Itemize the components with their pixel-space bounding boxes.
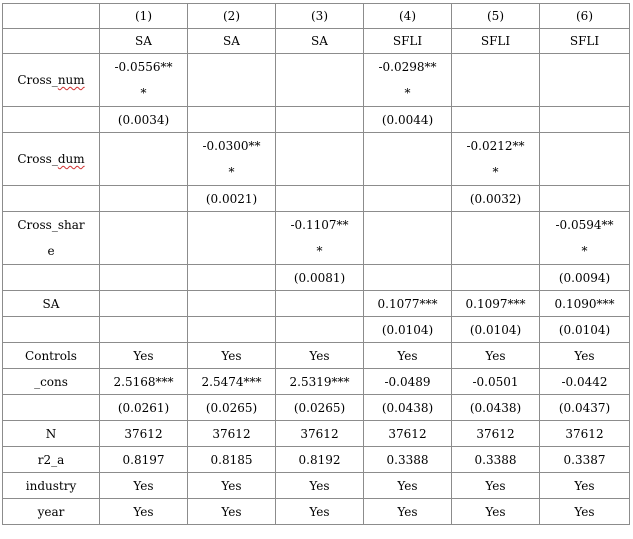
- dependent-variable: SA: [100, 29, 188, 54]
- coef-cell: -0.0594** *: [540, 212, 630, 265]
- se-cell: [188, 317, 276, 343]
- value-cell: 37612: [452, 421, 540, 447]
- row-label-controls: Controls: [3, 343, 100, 369]
- value-cell: 0.8185: [188, 447, 276, 473]
- coef-cell: 0.1077***: [364, 291, 452, 317]
- se-cell: [188, 265, 276, 291]
- value-cell: Yes: [100, 473, 188, 499]
- coef-cell: [276, 133, 364, 186]
- se-cell: [540, 107, 630, 133]
- dependent-variable: SFLI: [364, 29, 452, 54]
- value-cell: 37612: [540, 421, 630, 447]
- value-cell: Yes: [540, 343, 630, 369]
- value-cell: Yes: [188, 473, 276, 499]
- se-cell: (0.0438): [364, 395, 452, 421]
- value-cell: Yes: [364, 343, 452, 369]
- row-label-industry: industry: [3, 473, 100, 499]
- se-cell: (0.0265): [276, 395, 364, 421]
- row-sa-coef: [3, 291, 630, 317]
- row-label-cross-dum: Cross_dum: [3, 133, 100, 186]
- coef-cell: [364, 212, 452, 265]
- value-cell: 0.8192: [276, 447, 364, 473]
- se-cell: (0.0104): [364, 317, 452, 343]
- value-cell: 37612: [100, 421, 188, 447]
- coef-cell: [452, 54, 540, 107]
- se-cell: (0.0265): [188, 395, 276, 421]
- row-cross-dum-se: [3, 186, 630, 212]
- coef-cell: 0.1097***: [452, 291, 540, 317]
- se-cell: (0.0094): [540, 265, 630, 291]
- se-cell: [100, 317, 188, 343]
- coef-cell: [188, 291, 276, 317]
- row-label-empty: [3, 265, 100, 291]
- se-cell: [276, 107, 364, 133]
- se-cell: (0.0044): [364, 107, 452, 133]
- value-cell: Yes: [188, 499, 276, 525]
- se-cell: [364, 265, 452, 291]
- se-cell: (0.0104): [452, 317, 540, 343]
- value-cell: Yes: [364, 499, 452, 525]
- se-cell: (0.0104): [540, 317, 630, 343]
- column-number: (5): [452, 4, 540, 29]
- header-corner-cell: [3, 29, 100, 54]
- value-cell: Yes: [452, 499, 540, 525]
- row-r2a: [3, 447, 630, 473]
- coef-cell: [100, 133, 188, 186]
- row-label-empty: [3, 395, 100, 421]
- regression-table: [2, 3, 630, 525]
- coef-cell: -0.0212** *: [452, 133, 540, 186]
- coef-cell: [100, 212, 188, 265]
- coef-cell: [276, 54, 364, 107]
- dependent-variable: SA: [188, 29, 276, 54]
- coef-cell: 0.1090***: [540, 291, 630, 317]
- row-label-cons: _cons: [3, 369, 100, 395]
- se-cell: [276, 186, 364, 212]
- coef-cell: [188, 54, 276, 107]
- value-cell: 0.3387: [540, 447, 630, 473]
- se-cell: [276, 317, 364, 343]
- row-cons-se: [3, 395, 630, 421]
- coef-cell: -0.0442: [540, 369, 630, 395]
- column-number: (1): [100, 4, 188, 29]
- row-n: [3, 421, 630, 447]
- row-label-empty: [3, 107, 100, 133]
- value-cell: Yes: [276, 499, 364, 525]
- se-cell: (0.0021): [188, 186, 276, 212]
- row-sa-se: [3, 317, 630, 343]
- header-row-dependent-variables: [3, 29, 630, 54]
- value-cell: 0.8197: [100, 447, 188, 473]
- value-cell: 0.3388: [452, 447, 540, 473]
- value-cell: 37612: [364, 421, 452, 447]
- se-cell: [452, 107, 540, 133]
- row-cross-dum-coef: [3, 133, 630, 186]
- value-cell: Yes: [188, 343, 276, 369]
- row-cross-num-se: [3, 107, 630, 133]
- row-label-cross-share: Cross_shar e: [3, 212, 100, 265]
- row-label-cross-num: Cross_num: [3, 54, 100, 107]
- coef-cell: 2.5474***: [188, 369, 276, 395]
- dependent-variable: SFLI: [540, 29, 630, 54]
- header-corner-cell: [3, 4, 100, 29]
- value-cell: 37612: [276, 421, 364, 447]
- value-cell: Yes: [540, 499, 630, 525]
- coef-cell: -0.0501: [452, 369, 540, 395]
- value-cell: Yes: [276, 343, 364, 369]
- se-cell: [540, 186, 630, 212]
- se-cell: (0.0081): [276, 265, 364, 291]
- se-cell: [188, 107, 276, 133]
- coef-cell: [452, 212, 540, 265]
- coef-cell: [364, 133, 452, 186]
- se-cell: (0.0034): [100, 107, 188, 133]
- coef-cell: -0.0489: [364, 369, 452, 395]
- value-cell: Yes: [364, 473, 452, 499]
- value-cell: Yes: [100, 499, 188, 525]
- coef-cell: [276, 291, 364, 317]
- coef-cell: [540, 54, 630, 107]
- coef-cell: [540, 133, 630, 186]
- row-label-year: year: [3, 499, 100, 525]
- row-label-empty: [3, 317, 100, 343]
- column-number: (6): [540, 4, 630, 29]
- coef-cell: -0.0556** *: [100, 54, 188, 107]
- value-cell: Yes: [540, 473, 630, 499]
- row-controls: [3, 343, 630, 369]
- value-cell: 37612: [188, 421, 276, 447]
- se-cell: [364, 186, 452, 212]
- column-number: (3): [276, 4, 364, 29]
- header-row-column-numbers: [3, 4, 630, 29]
- row-year: [3, 499, 630, 525]
- row-industry: [3, 473, 630, 499]
- row-cross-share-se: [3, 265, 630, 291]
- value-cell: 0.3388: [364, 447, 452, 473]
- se-cell: (0.0261): [100, 395, 188, 421]
- row-cross-num-coef: [3, 54, 630, 107]
- coef-cell: 2.5319***: [276, 369, 364, 395]
- column-number: (2): [188, 4, 276, 29]
- coef-cell: -0.1107** *: [276, 212, 364, 265]
- row-cross-share-coef: [3, 212, 630, 265]
- coef-cell: [100, 291, 188, 317]
- column-number: (4): [364, 4, 452, 29]
- row-label-n: N: [3, 421, 100, 447]
- row-label-sa: SA: [3, 291, 100, 317]
- value-cell: Yes: [452, 343, 540, 369]
- dependent-variable: SA: [276, 29, 364, 54]
- row-label-empty: [3, 186, 100, 212]
- dependent-variable: SFLI: [452, 29, 540, 54]
- se-cell: (0.0438): [452, 395, 540, 421]
- coef-cell: -0.0300** *: [188, 133, 276, 186]
- se-cell: [100, 186, 188, 212]
- coef-cell: -0.0298** *: [364, 54, 452, 107]
- value-cell: Yes: [100, 343, 188, 369]
- se-cell: (0.0032): [452, 186, 540, 212]
- se-cell: (0.0437): [540, 395, 630, 421]
- se-cell: [452, 265, 540, 291]
- value-cell: Yes: [452, 473, 540, 499]
- value-cell: Yes: [276, 473, 364, 499]
- coef-cell: [188, 212, 276, 265]
- row-label-r2a: r2_a: [3, 447, 100, 473]
- row-cons-coef: [3, 369, 630, 395]
- se-cell: [100, 265, 188, 291]
- coef-cell: 2.5168***: [100, 369, 188, 395]
